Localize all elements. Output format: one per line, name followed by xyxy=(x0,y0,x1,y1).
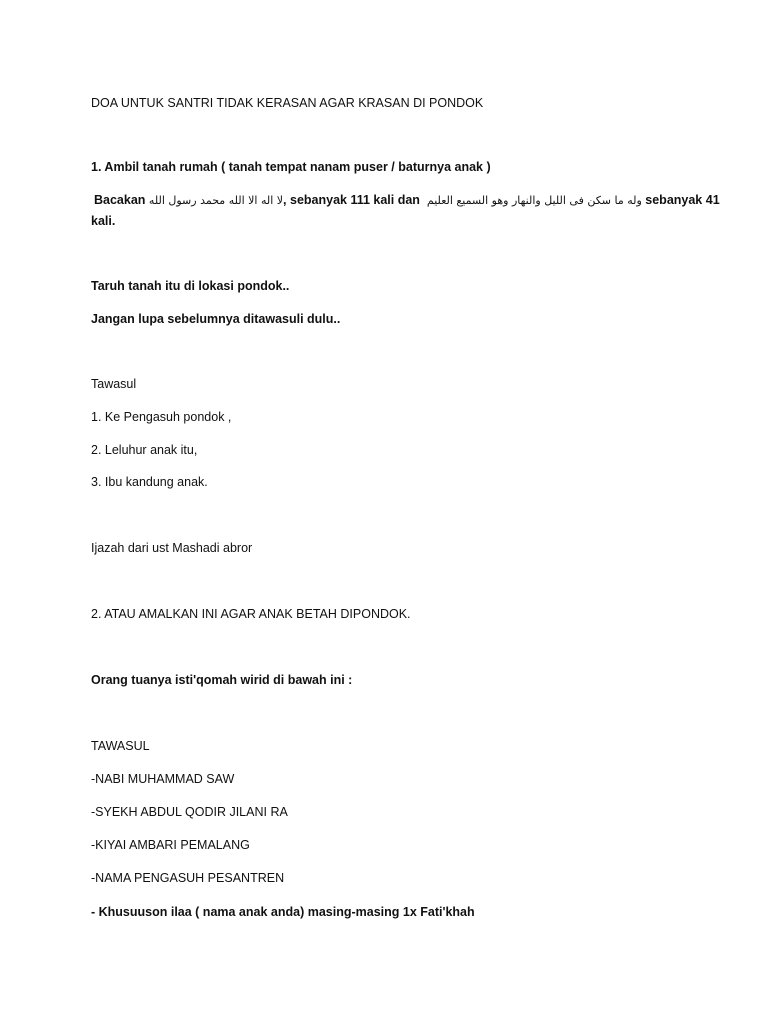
taruh-line: Taruh tanah itu di lokasi pondok.. xyxy=(91,279,290,293)
tawasul-item: 3. Ibu kandung anak. xyxy=(91,475,208,489)
tawasul-2-heading: TAWASUL xyxy=(91,739,150,753)
tawasul-item: 1. Ke Pengasuh pondok , xyxy=(91,410,232,424)
step-1-instruction: 1. Ambil tanah rumah ( tanah tempat nanam puser / baturnya anak ) xyxy=(91,160,491,174)
arabic-text-tahlil: لا اله الا الله محمد رسول الله xyxy=(148,194,284,207)
bacakan-count-41: sebanyak 41 xyxy=(645,193,720,207)
tawasul-2-item: -KIYAI AMBARI PEMALANG xyxy=(91,838,250,852)
tawasul-2-item: - Khusuuson ilaa ( nama anak anda) masing-masing 1x Fati'khah xyxy=(91,905,475,919)
ijazah-line: Ijazah dari ust Mashadi abror xyxy=(91,541,253,555)
orang-tua-line: Orang tuanya isti'qomah wirid di bawah ini : xyxy=(91,673,353,687)
bacakan-tail: kali. xyxy=(91,214,116,228)
bacakan-count-111: , sebanyak 111 kali dan xyxy=(283,193,420,207)
bacakan-line xyxy=(94,192,720,209)
tawasul-2-item: -NABI MUHAMMAD SAW xyxy=(91,772,235,786)
document-title: DOA UNTUK SANTRI TIDAK KERASAN AGAR KRASAN DI PONDOK xyxy=(91,96,484,110)
bacakan-label: Bacakan xyxy=(94,193,146,207)
arabic-text-ayat: وله ما سكن فى الليل والنهار وهو السميع العليم xyxy=(426,194,642,207)
jangan-line: Jangan lupa sebelumnya ditawasuli dulu.. xyxy=(91,312,341,326)
tawasul-2-item: -SYEKH ABDUL QODIR JILANI RA xyxy=(91,805,288,819)
tawasul-2-item: -NAMA PENGASUH PESANTREN xyxy=(91,871,285,885)
tawasul-heading: Tawasul xyxy=(91,377,137,391)
step-2-heading: 2. ATAU AMALKAN INI AGAR ANAK BETAH DIPONDOK. xyxy=(91,607,411,621)
tawasul-item: 2. Leluhur anak itu, xyxy=(91,443,198,457)
